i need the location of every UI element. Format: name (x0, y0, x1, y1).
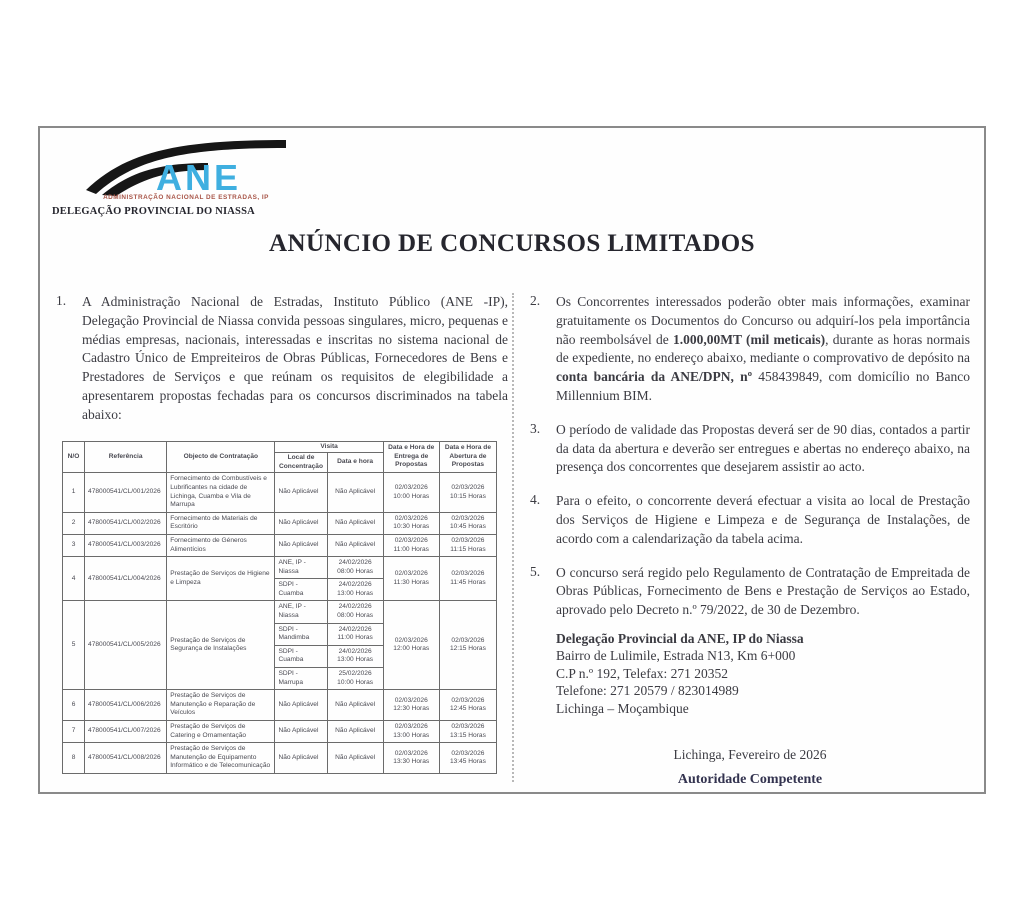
cell-reference: 478000541/CL/004/2026 (85, 557, 167, 601)
table-header-row (63, 441, 497, 453)
cell-local: Não Aplicável (275, 534, 327, 556)
cell-entrega: 02/03/2026 10:30 Horas (383, 512, 439, 534)
item-text: A Administração Nacional de Estradas, Instituto Público (ANE -IP), Delegação Provincial de Niassa convida pessoas singulares, micro, pequenas e médias empresas, nacionais, interessadas e inscritas no sistema nacional de Cadastro Único de Empreiteiros de Obras Públicas, Fornecedores de Bens e Prestadores de Serviços e que reúnam os requisitos de elegibilidade a apresentarem propostas fechadas para os concursos discriminados na tabela abaixo: (82, 294, 508, 422)
right-column (522, 293, 970, 788)
cell-number: 7 (63, 721, 85, 743)
cell-abertura: 02/03/2026 11:45 Horas (439, 557, 496, 601)
item-text (556, 293, 970, 406)
cell-reference: 478000541/CL/003/2026 (85, 534, 167, 556)
cell-data-hora: Não Aplicável (327, 534, 383, 556)
cell-data-hora: Não Aplicável (327, 690, 383, 721)
header-data-hora: Data e hora (327, 453, 383, 473)
cell-abertura: 02/03/2026 11:15 Horas (439, 534, 496, 556)
cell-objecto: Fornecimento de Materiais de Escritório (167, 512, 275, 534)
highlight-bank-account: conta bancária da ANE/DPN, nº (556, 369, 753, 385)
cell-objecto: Prestação de Serviços de Manutenção e Reparação de Veículos (167, 690, 275, 721)
cell-entrega: 02/03/2026 13:30 Horas (383, 743, 439, 774)
cell-number: 5 (63, 601, 85, 690)
cell-data-hora: Não Aplicável (327, 512, 383, 534)
cell-local: SDPI - Cuamba (275, 579, 327, 601)
cell-abertura: 02/03/2026 13:15 Horas (439, 721, 496, 743)
cell-abertura: 02/03/2026 13:45 Horas (439, 743, 496, 774)
highlight-amount: 1.000,00MT (mil meticais) (672, 331, 826, 347)
cell-entrega: 02/03/2026 13:00 Horas (383, 721, 439, 743)
address-line-phone: Telefone: 271 20579 / 823014989 (556, 683, 739, 699)
cell-entrega: 02/03/2026 12:30 Horas (383, 690, 439, 721)
content-columns (56, 293, 970, 788)
list-item-3 (530, 421, 970, 477)
item2-seg3: 458439849, com domicílio no Banco Millennium BIM. (556, 369, 970, 403)
address-line-org: Delegação Provincial da ANE, IP do Niassa (556, 630, 804, 646)
cell-entrega: 02/03/2026 12:00 Horas (383, 601, 439, 690)
list-item-1 (56, 293, 508, 425)
table-row (63, 721, 497, 743)
ane-acronym: ANE (156, 157, 242, 196)
cell-data-hora: 24/02/2026 08:00 Horas (327, 601, 383, 623)
ane-logo (52, 138, 312, 217)
cell-number: 3 (63, 534, 85, 556)
cell-reference: 478000541/CL/002/2026 (85, 512, 167, 534)
cell-reference: 478000541/CL/006/2026 (85, 690, 167, 721)
header-n: N/O (63, 441, 85, 473)
item-text: Para o efeito, o concorrente deverá efectuar a visita ao local de Prestação dos Serviços de Higiene e Limpeza e de Segurança de Instalações, de acordo com a calendarização da tabela acima. (556, 493, 970, 546)
header-entrega: Data e Hora de Entrega de Propostas (383, 441, 439, 473)
list-item-4 (530, 492, 970, 548)
cell-objecto: Prestação de Serviços de Catering e Ornamentação (167, 721, 275, 743)
table-row (63, 534, 497, 556)
header-objecto: Objecto de Contratação (167, 441, 275, 473)
cell-data-hora: 24/02/2026 13:00 Horas (327, 645, 383, 667)
cell-local: Não Aplicável (275, 512, 327, 534)
table-row (63, 557, 497, 579)
address-line-box: C.P n.º 192, Telefax: 271 20352 (556, 665, 728, 681)
table-row (63, 743, 497, 774)
table-row (63, 601, 497, 623)
cell-reference: 478000541/CL/001/2026 (85, 473, 167, 512)
cell-objecto: Prestação de Serviços de Segurança de Instalações (167, 601, 275, 690)
road-swoosh-icon (86, 138, 286, 196)
cell-abertura: 02/03/2026 10:45 Horas (439, 512, 496, 534)
cell-local: Não Aplicável (275, 690, 327, 721)
cell-local: Não Aplicável (275, 743, 327, 774)
cell-local: ANE, IP - Niassa (275, 601, 327, 623)
item-number: 5. (530, 563, 541, 579)
cell-reference: 478000541/CL/008/2026 (85, 743, 167, 774)
announcement-page (38, 126, 986, 794)
table-row (63, 690, 497, 721)
cell-data-hora: 24/02/2026 08:00 Horas (327, 557, 383, 579)
item-number: 4. (530, 492, 541, 508)
item-number: 2. (530, 293, 541, 308)
column-divider (512, 293, 514, 782)
org-name: ADMINISTRAÇÃO NACIONAL DE ESTRADAS, IP (103, 194, 269, 201)
list-item-2 (530, 293, 970, 406)
cell-local: Não Aplicável (275, 721, 327, 743)
table-row (63, 473, 497, 512)
delegation-name: DELEGAÇÃO PROVINCIAL DO NIASSA (52, 206, 255, 217)
cell-data-hora: 24/02/2026 13:00 Horas (327, 579, 383, 601)
date-line: Lichinga, Fevereiro de 2026 (673, 747, 827, 763)
cell-data-hora: 24/02/2026 11:00 Horas (327, 623, 383, 645)
cell-objecto: Fornecimento de Géneros Alimentícios (167, 534, 275, 556)
table-row (63, 512, 497, 534)
cell-local: Não Aplicável (275, 473, 327, 512)
header-local: Local de Concentração (275, 453, 327, 473)
address-line-street: Bairro de Lulimile, Estrada N13, Km 6+000 (556, 648, 796, 664)
item2-seg1: Os Concorrentes interessados poderão obter mais informações, examinar gratuitamente os Documentos do Concurso ou adquirí-los pela importância não reembolsável de (556, 294, 970, 347)
item-number: 1. (56, 293, 67, 308)
cell-local: SDPI - Cuamba (275, 645, 327, 667)
cell-data-hora: Não Aplicável (327, 721, 383, 743)
cell-number: 4 (63, 557, 85, 601)
cell-number: 2 (63, 512, 85, 534)
cell-objecto: Prestação de Serviços de Higiene e Limpeza (167, 557, 275, 601)
item2-seg2: , durante as horas normais de expediente, no endereço abaixo, mediante o comprovativo de depósito na (556, 331, 970, 366)
left-column (56, 293, 508, 782)
cell-number: 6 (63, 690, 85, 721)
cell-local: SDPI - Mandimba (275, 623, 327, 645)
cell-objecto: Fornecimento de Combustíveis e Lubrificantes na cidade de Lichinga, Cuamba e Vila de Marrupa (167, 473, 275, 512)
cell-reference: 478000541/CL/005/2026 (85, 601, 167, 690)
cell-number: 8 (63, 743, 85, 774)
cell-abertura: 02/03/2026 12:15 Horas (439, 601, 496, 690)
cell-data-hora: Não Aplicável (327, 473, 383, 512)
cell-entrega: 02/03/2026 11:30 Horas (383, 557, 439, 601)
cell-number: 1 (63, 473, 85, 512)
cell-reference: 478000541/CL/007/2026 (85, 721, 167, 743)
cell-abertura: 02/03/2026 10:15 Horas (439, 473, 496, 512)
page-title: ANÚNCIO DE CONCURSOS LIMITADOS (269, 230, 755, 257)
signature-line: Autoridade Competente (677, 772, 823, 788)
list-item-5 (530, 564, 970, 620)
concursos-table (62, 441, 497, 774)
header-abertura: Data e Hora de Abertura de Propostas (439, 441, 496, 473)
cell-entrega: 02/03/2026 11:00 Horas (383, 534, 439, 556)
cell-data-hora: Não Aplicável (327, 743, 383, 774)
cell-objecto: Prestação de Serviços de Manutenção de Equipamento Informático e de Telecomunicação (167, 743, 275, 774)
item-text: O concurso será regido pelo Regulamento de Contratação de Empreitada de Obras Públicas, Fornecimento de Bens e Prestação de Serviços ao Estado, aprovado pelo Decreto n.º 79/2022, de 30 de Dezembro. (556, 564, 970, 618)
cell-data-hora: 25/02/2026 10:00 Horas (327, 668, 383, 690)
address-block (556, 630, 970, 718)
cell-abertura: 02/03/2026 12:45 Horas (439, 690, 496, 721)
cell-local: SDPI - Marrupa (275, 668, 327, 690)
header-referencia: Referência (85, 441, 167, 473)
address-line-city: Lichinga – Moçambique (556, 700, 689, 716)
cell-local: ANE, IP - Niassa (275, 557, 327, 579)
item-text: O período de validade das Propostas deverá ser de 90 dias, contados a partir da data da abertura e deverão ser entregues e abertas no endereço abaixo, na presença dos concorrentes que desejarem assistir ao acto. (556, 421, 970, 475)
cell-entrega: 02/03/2026 10:00 Horas (383, 473, 439, 512)
header-visita: Visita (275, 441, 383, 453)
item-number: 3. (530, 420, 541, 436)
